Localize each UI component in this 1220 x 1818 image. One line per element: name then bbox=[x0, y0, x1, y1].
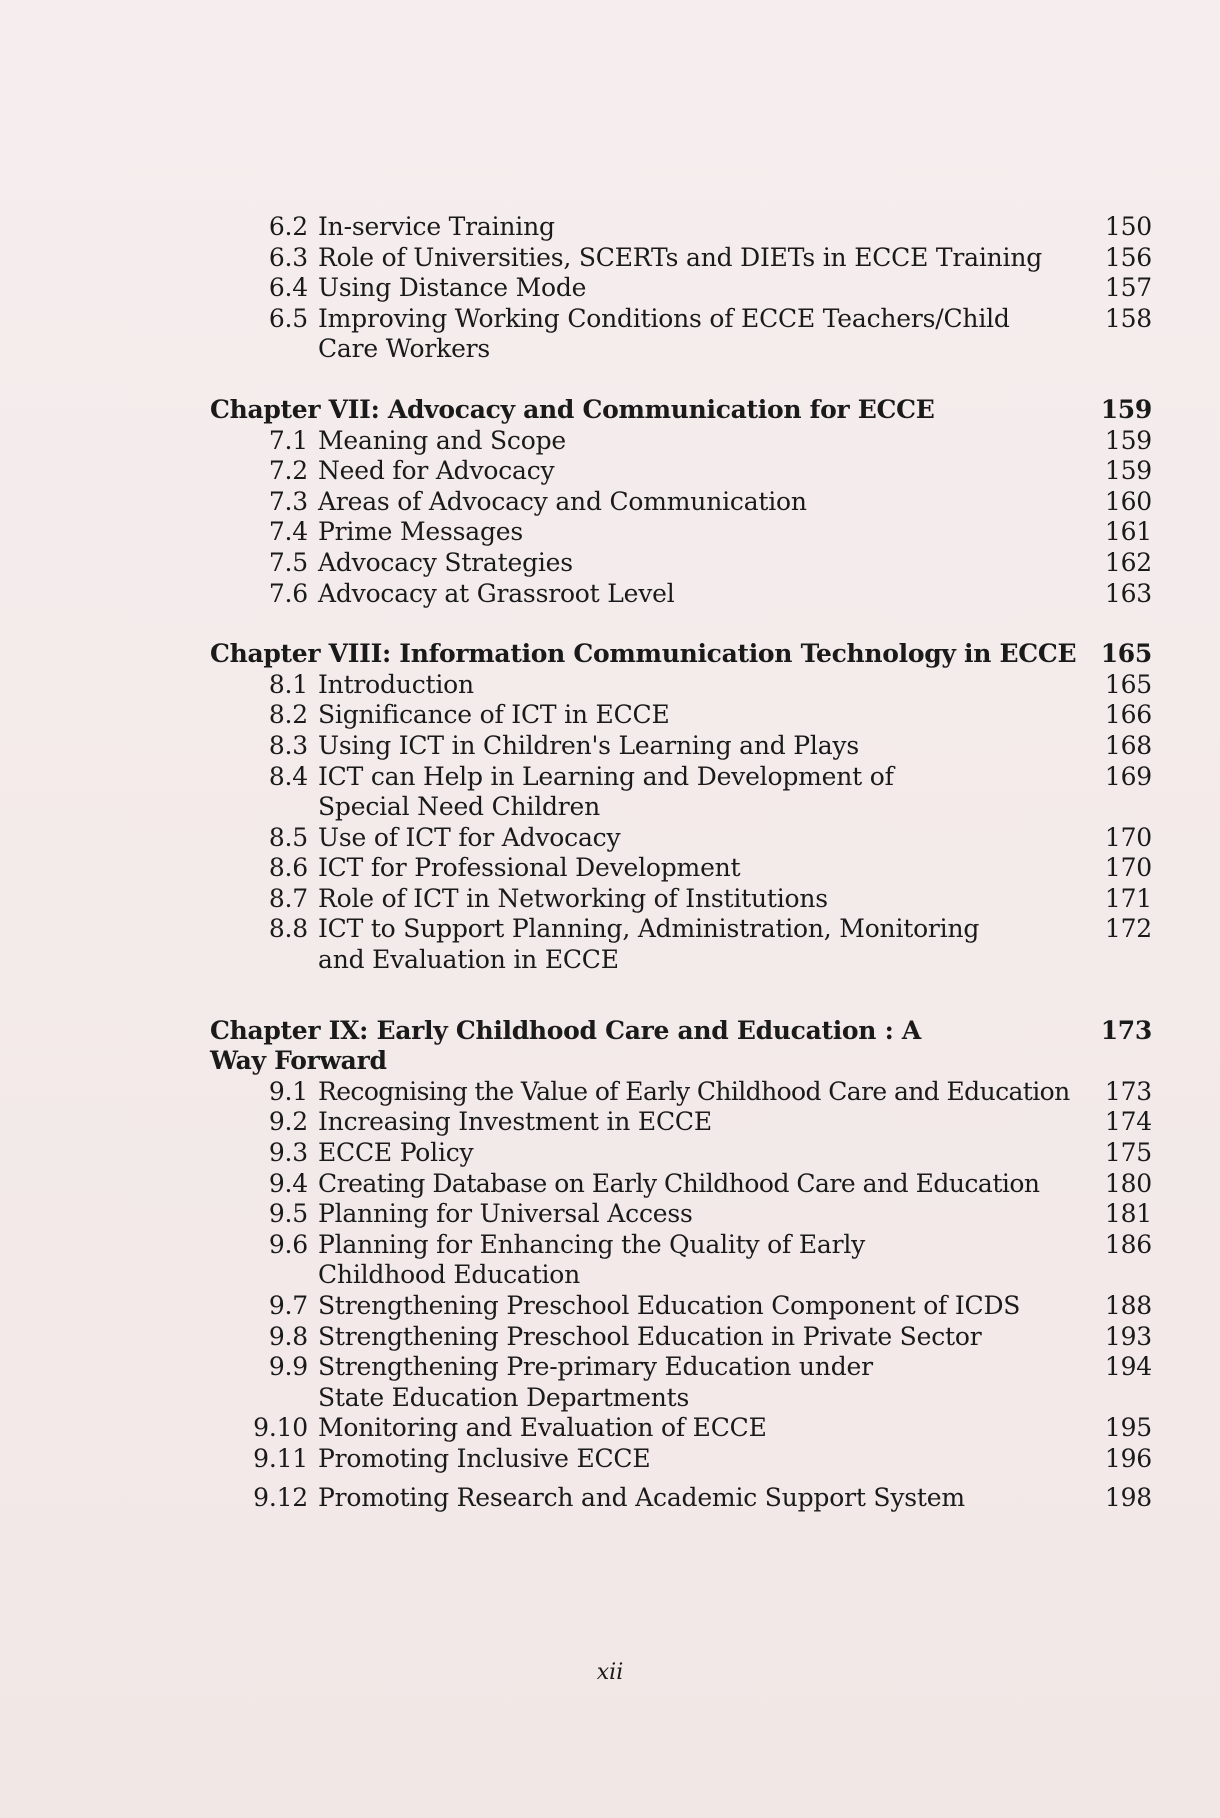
entry-page: 150 bbox=[1104, 212, 1152, 241]
entry-title: Creating Database on Early Childhood Care and Education bbox=[318, 1168, 1040, 1198]
entry-title: Role of ICT in Networking of Institutions bbox=[318, 883, 828, 913]
toc-entry bbox=[210, 1483, 1152, 1514]
entry-number: 8.1 bbox=[268, 669, 308, 699]
toc-entry bbox=[210, 1169, 1152, 1200]
toc-entry bbox=[210, 212, 1152, 243]
chapter-page: 173 bbox=[1100, 1015, 1152, 1045]
entry-page: 169 bbox=[1104, 761, 1152, 791]
entry-number: 7.1 bbox=[268, 425, 308, 455]
entry-number: 9.4 bbox=[268, 1168, 308, 1198]
entry-title: Role of Universities, SCERTs and DIETs in ECCE Training bbox=[318, 242, 1043, 272]
entry-page: 174 bbox=[1104, 1107, 1152, 1137]
entry-page: 171 bbox=[1104, 883, 1152, 913]
entry-number: 8.6 bbox=[268, 853, 308, 883]
entry-page: 159 bbox=[1104, 456, 1152, 486]
chapter-title: Chapter IX: Early Childhood Care and Education : A Way Forward bbox=[210, 1015, 922, 1076]
entry-title: Advocacy Strategies bbox=[318, 547, 573, 577]
entry-page: 166 bbox=[1104, 700, 1152, 730]
entry-page: 180 bbox=[1104, 1168, 1152, 1198]
entry-number: 9.2 bbox=[268, 1107, 308, 1137]
toc-entry bbox=[210, 243, 1152, 274]
entry-page: 194 bbox=[1104, 1352, 1152, 1382]
toc-entry bbox=[210, 1230, 1152, 1291]
toc-entry bbox=[210, 700, 1152, 731]
entry-title: Strengthening Preschool Education in Private Sector bbox=[318, 1321, 982, 1351]
entry-number: 7.3 bbox=[268, 486, 308, 516]
entry-page: 156 bbox=[1104, 242, 1152, 272]
entry-page: 157 bbox=[1104, 273, 1152, 303]
entry-title: Meaning and Scope bbox=[318, 425, 566, 455]
entry-page: 159 bbox=[1104, 425, 1152, 455]
toc-entry bbox=[210, 426, 1152, 457]
entry-number: 9.6 bbox=[268, 1229, 308, 1259]
toc-entry bbox=[210, 1199, 1152, 1230]
entry-number: 9.10 bbox=[253, 1413, 308, 1443]
toc-entry bbox=[210, 273, 1152, 304]
entry-title: Using Distance Mode bbox=[318, 273, 587, 303]
entry-page: 173 bbox=[1104, 1076, 1152, 1106]
toc-entry bbox=[210, 670, 1152, 701]
entry-number: 8.4 bbox=[268, 761, 308, 791]
entry-page: 195 bbox=[1104, 1413, 1152, 1443]
entry-title: ICT for Professional Development bbox=[318, 853, 741, 883]
entry-title: Introduction bbox=[318, 669, 474, 699]
toc-entry bbox=[210, 914, 1152, 975]
entry-title: Advocacy at Grassroot Level bbox=[318, 578, 675, 608]
entry-title: Using ICT in Children's Learning and Plays bbox=[318, 730, 859, 760]
toc-entry bbox=[210, 731, 1152, 762]
entry-number: 6.5 bbox=[268, 303, 308, 333]
entry-number: 9.12 bbox=[253, 1482, 308, 1512]
entry-number: 7.4 bbox=[268, 517, 308, 547]
toc-entry bbox=[210, 1444, 1152, 1475]
entry-number: 6.4 bbox=[268, 273, 308, 303]
entry-number: 9.8 bbox=[268, 1321, 308, 1351]
entry-title: Prime Messages bbox=[318, 517, 524, 547]
entry-title: Strengthening Preschool Education Component of ICDS bbox=[318, 1291, 1021, 1320]
entry-page: 181 bbox=[1104, 1199, 1152, 1229]
entry-number: 7.2 bbox=[268, 456, 308, 486]
entry-title: Planning for Universal Access bbox=[318, 1199, 693, 1229]
entry-page: 196 bbox=[1104, 1443, 1152, 1473]
entry-number: 8.7 bbox=[268, 883, 308, 913]
entry-number: 8.2 bbox=[268, 700, 308, 730]
entry-page: 172 bbox=[1104, 914, 1152, 944]
entry-number: 9.9 bbox=[268, 1352, 308, 1382]
entry-title: Promoting Inclusive ECCE bbox=[318, 1443, 651, 1473]
entry-number: 9.5 bbox=[268, 1199, 308, 1229]
toc-entry bbox=[210, 823, 1152, 854]
toc-entry bbox=[210, 304, 1152, 365]
toc-entry bbox=[210, 1413, 1152, 1444]
entry-page: 170 bbox=[1104, 822, 1152, 852]
entry-title: Increasing Investment in ECCE bbox=[318, 1107, 712, 1137]
toc-entry bbox=[210, 884, 1152, 915]
chapter-title: Chapter VII: Advocacy and Communication for ECCE bbox=[210, 394, 935, 424]
entry-page: 160 bbox=[1104, 486, 1152, 516]
entry-page: 198 bbox=[1104, 1482, 1152, 1512]
entry-page: 163 bbox=[1104, 578, 1152, 608]
toc-entry bbox=[210, 1352, 1152, 1413]
toc-entry bbox=[210, 1077, 1152, 1108]
toc-entry bbox=[210, 853, 1152, 884]
toc-entry bbox=[210, 456, 1152, 487]
entry-title: Promoting Research and Academic Support System bbox=[318, 1482, 965, 1512]
toc-entry bbox=[210, 548, 1152, 579]
toc-entry bbox=[210, 762, 1152, 823]
entry-page: 175 bbox=[1104, 1138, 1152, 1168]
page-number: xii bbox=[596, 1660, 624, 1685]
entry-number: 7.5 bbox=[268, 547, 308, 577]
entry-page: 161 bbox=[1104, 517, 1152, 547]
entry-title: ICT to Support Planning, Administration, Monitoring and Evaluation in ECCE bbox=[318, 914, 980, 975]
toc-entry bbox=[210, 1138, 1152, 1169]
entry-page: 170 bbox=[1104, 853, 1152, 883]
toc-entry bbox=[210, 517, 1152, 548]
entry-title: Significance of ICT in ECCE bbox=[318, 700, 670, 730]
entry-page: 165 bbox=[1104, 669, 1152, 699]
entry-number: 9.3 bbox=[268, 1138, 308, 1168]
entry-number: 8.8 bbox=[268, 914, 308, 944]
entry-number: 6.3 bbox=[268, 242, 308, 272]
chapter-title: Chapter VIII: Information Communication Technology in ECCE bbox=[210, 639, 1077, 669]
toc-entry bbox=[210, 1107, 1152, 1138]
entry-page: 186 bbox=[1104, 1229, 1152, 1259]
entry-number: 7.6 bbox=[268, 578, 308, 608]
entry-number: 8.3 bbox=[268, 730, 308, 760]
entry-title: Need for Advocacy bbox=[318, 456, 555, 486]
entry-number: 8.5 bbox=[268, 822, 308, 852]
toc-entry bbox=[210, 579, 1152, 610]
chapter-heading bbox=[210, 639, 1152, 670]
entry-number: 6.2 bbox=[268, 212, 308, 241]
toc-entry bbox=[210, 1322, 1152, 1353]
table-of-contents bbox=[210, 212, 1152, 1513]
entry-page: 193 bbox=[1104, 1321, 1152, 1351]
entry-page: 158 bbox=[1104, 303, 1152, 333]
entry-title: Improving Working Conditions of ECCE Teachers/Child Care Workers bbox=[318, 303, 1010, 364]
toc-entry bbox=[210, 1291, 1152, 1322]
entry-page: 162 bbox=[1104, 547, 1152, 577]
chapter-page: 165 bbox=[1100, 639, 1152, 669]
chapter-heading bbox=[210, 395, 1152, 426]
toc-entry bbox=[210, 487, 1152, 518]
entry-number: 9.11 bbox=[253, 1443, 308, 1473]
entry-title: Planning for Enhancing the Quality of Early Childhood Education bbox=[318, 1229, 866, 1290]
entry-title: Recognising the Value of Early Childhood Care and Education bbox=[318, 1076, 1070, 1106]
entry-title: Use of ICT for Advocacy bbox=[318, 822, 621, 852]
entry-page: 168 bbox=[1104, 730, 1152, 760]
entry-title: ICT can Help in Learning and Development of Special Need Children bbox=[318, 761, 894, 822]
entry-title: In-service Training bbox=[318, 212, 555, 241]
entry-number: 9.7 bbox=[268, 1291, 308, 1320]
entry-title: Areas of Advocacy and Communication bbox=[318, 486, 807, 516]
entry-page: 188 bbox=[1104, 1291, 1152, 1320]
entry-number: 9.1 bbox=[268, 1076, 308, 1106]
chapter-page: 159 bbox=[1100, 394, 1152, 424]
entry-title: Strengthening Pre-primary Education under State Education Departments bbox=[318, 1352, 873, 1412]
chapter-heading bbox=[210, 1016, 1152, 1077]
entry-title: ECCE Policy bbox=[318, 1138, 474, 1168]
entry-title: Monitoring and Evaluation of ECCE bbox=[318, 1413, 767, 1443]
